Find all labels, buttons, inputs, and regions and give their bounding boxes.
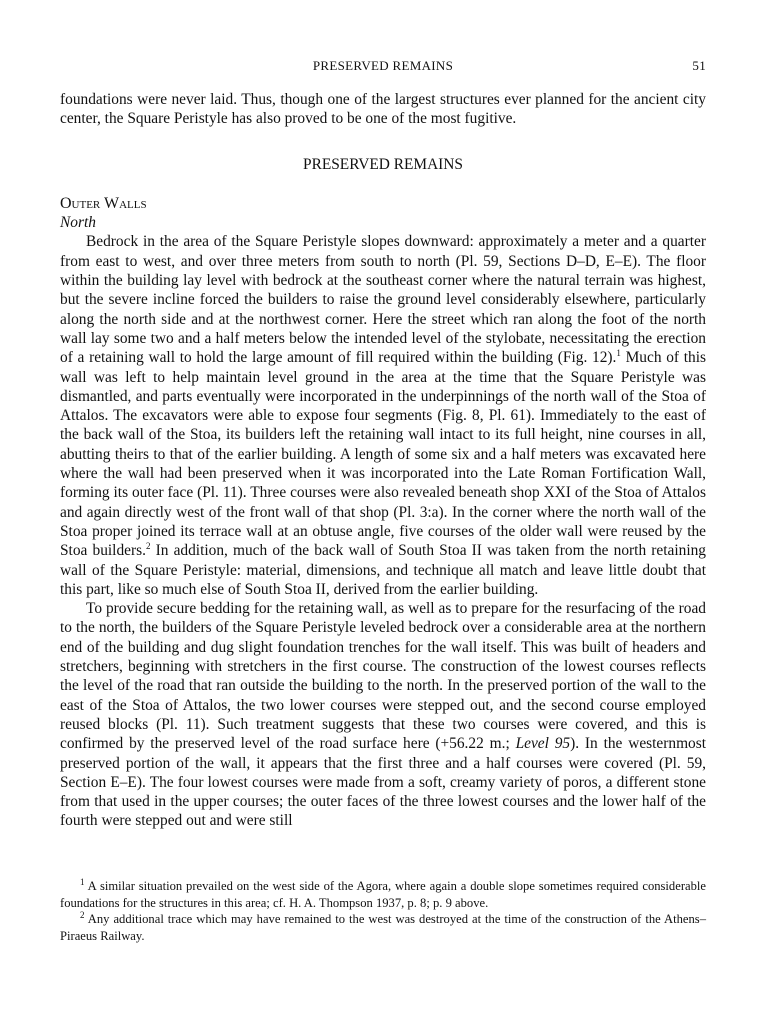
paragraph-north-wall [60, 232, 706, 599]
footnote-marker: 1 [80, 876, 85, 887]
running-title: PRESERVED REMAINS [312, 58, 454, 73]
carryover-paragraph: foundations were never laid. Thus, though one of the largest structures ever planned for the ancient city center, the Square Peristyle has also proved to be one of the most fugitive. [60, 91, 706, 128]
paragraph-foundations [60, 599, 706, 831]
footnote-2 [60, 911, 706, 944]
body-text [60, 90, 706, 831]
paragraph-text: Much of this wall was left to help maintain level ground in the area at the time that the Square Peristyle was dismantled, and parts eventually were incorporated in the underpinnings of the north wall of the Stoa of Attalos. The excavators were able to expose four segments (Fig. 8, Pl. 61). Immediately to the east of the back wall of the Stoa, its builders left the retaining wall intact to its full height, nine courses in all, abutting theirs to that of the earlier building. A length of some six and a half meters was excavated here where the wall had been preserved when it was incorporated into the Late Roman Fortification Wall, forming its outer face (Pl. 11). Three courses were also revealed beneath shop XXI of the Stoa of Attalos and again directly west of the front wall of that shop (Pl. 3:a). In the corner where the north wall of the Stoa proper joined its terrace wall at an obtuse angle, five courses of the older wall were reused by the Stoa builders. [60, 349, 706, 560]
footnote-ref-2[interactable]: 2 [145, 541, 151, 552]
paragraph-text: Bedrock in the area of the Square Peristyle slopes downward: approximately a meter and a quarter from east to west, and over three meters from south to north (Pl. 59, Sections D–D, E–E). The floor within the building lay level with bedrock at the southeast corner where the natural terrain was highest, but the severe incline forced the builders to raise the ground level considerably elsewhere, particularly along the north side and at the northwest corner. Here the street which ran along the foot of the north wall lay some two and a half meters below the intended level of the stylobate, necessitating the erection of a retaining wall to hold the large amount of fill required within the building (Fig. 12). [60, 233, 706, 367]
subsection-title: Outer Walls [60, 194, 147, 212]
paragraph-text: ). In the westernmost preserved portion of the wall, it appears that the first three and a half courses were covered (Pl. 59, Section E–E). The four lowest courses were made from a soft, creamy variety of poros, a different stone from that used in the upper courses; the outer faces of the three lowest courses and the lower half of the fourth were stepped out and were still [60, 735, 707, 830]
footnote-ref-1[interactable]: 1 [616, 348, 621, 359]
footnote-1 [60, 878, 706, 911]
section-title: PRESERVED REMAINS [303, 155, 463, 173]
footnote-text: Any additional trace which may have remained to the west was destroyed at the time of the construction of the Athens–Piraeus Railway. [60, 912, 706, 943]
paragraph-text: In addition, much of the back wall of South Stoa II was taken from the north retaining wall of the Square Peristyle: material, dimensions, and technique all match and leave little doubt that this part, like so much else of South Stoa II, derived from the earlier building. [60, 542, 706, 598]
page-number: 51 [692, 58, 706, 73]
subsubsection-title: North [60, 214, 96, 232]
running-head [60, 58, 706, 74]
level-reference: Level 95 [515, 735, 571, 753]
footnote-marker: 2 [80, 909, 85, 920]
footnotes [60, 878, 706, 944]
paragraph-text: To provide secure bedding for the retaining wall, as well as to prepare for the resurfacing of the road to the north, the builders of the Square Peristyle leveled bedrock over a considerable area at the northern end of the building and dug slight foundation trenches for the wall itself. This was built of headers and stretchers, beginning with stretchers in the first course. The construction of the lowest courses reflects the level of the road that ran outside the building to the north. In the preserved portion of the wall to the east of the Stoa of Attalos, the two lower courses were stepped out, and the second course employed reused blocks (Pl. 11). Such treatment suggests that these two courses were covered, and this is confirmed by the preserved level of the road surface here (+56.22 m.; [60, 600, 706, 753]
footnote-text: A similar situation prevailed on the west side of the Agora, where again a double slope sometimes required considerable foundations for the structures in this area; cf. H. A. Thompson 1937, p. 8; p. 9 above. [60, 879, 706, 910]
